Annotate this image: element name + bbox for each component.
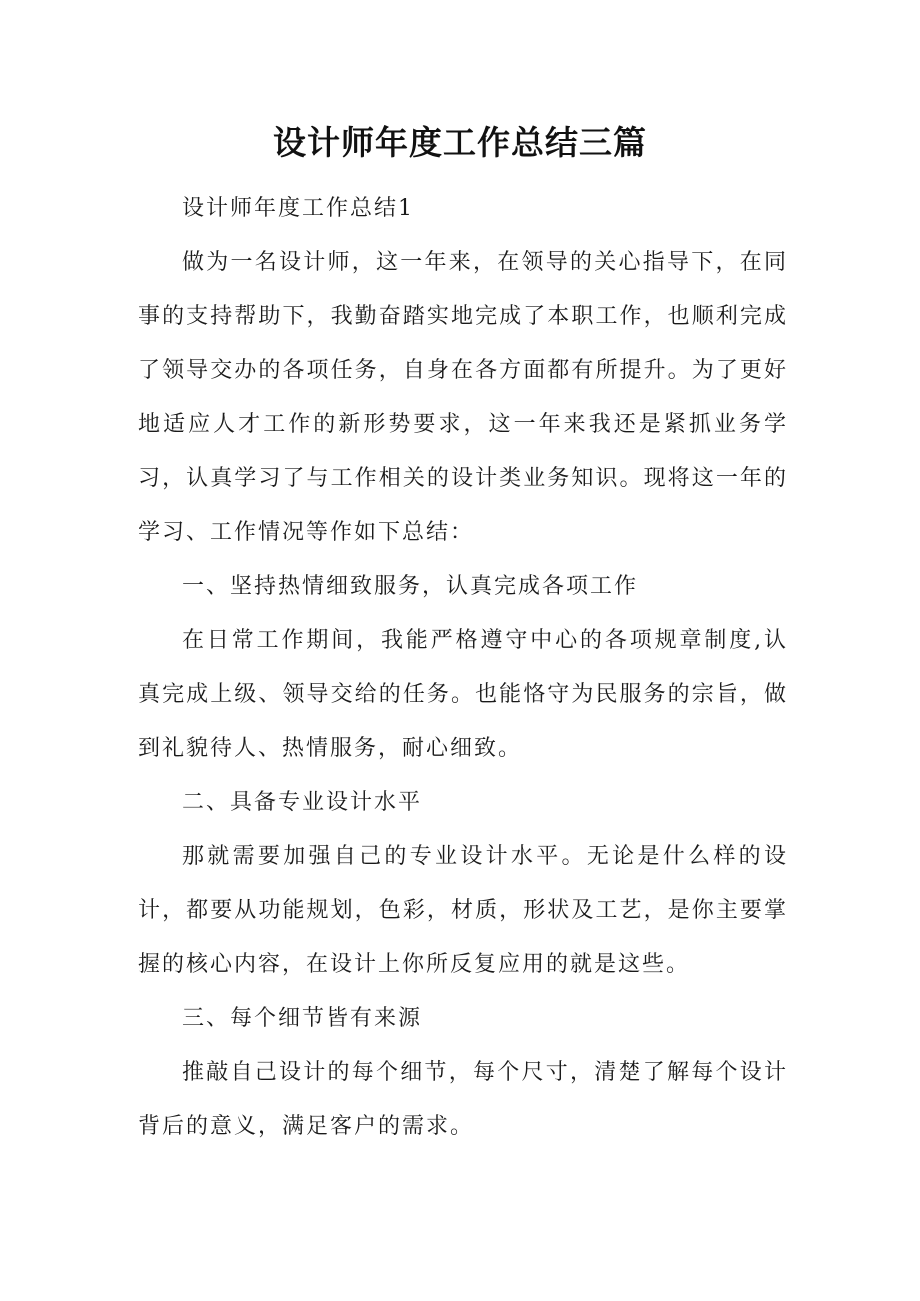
section-heading: 二、具备专业设计水平 — [182, 790, 423, 815]
body-paragraph: 那就需要加强自己的专业设计水平。无论是什么样的设计，都要从功能规划，色彩，材质，形状及工艺，是你主要掌握的核心内容，在设计上你所反复应用的就是这些。 — [138, 844, 788, 977]
section-heading: 设计师年度工作总结1 — [182, 196, 414, 221]
section-heading: 三、每个细节皆有来源 — [182, 1006, 423, 1031]
section-heading: 一、坚持热情细致服务，认真完成各项工作 — [182, 574, 639, 599]
document-title: 设计师年度工作总结三篇 — [273, 123, 647, 162]
body-paragraph: 做为一名设计师，这一年来，在领导的关心指导下，在同事的支持帮助下，我勤奋踏实地完成了本职工作，也顺利完成了领导交办的各项任务，自身在各方面都有所提升。为了更好地适应人才工作的新形势要求，这一年来我还是紧抓业务学习，认真学习了与工作相关的设计类业务知识。现将这一年的学习、工作情况等作如下总结： — [138, 250, 788, 545]
document-body — [138, 182, 788, 1154]
body-paragraph: 推敲自己设计的每个细节，每个尺寸，清楚了解每个设计背后的意义，满足客户的需求。 — [138, 1060, 788, 1139]
body-paragraph: 在日常工作期间，我能严格遵守中心的各项规章制度,认真完成上级、领导交给的任务。也能恪守为民服务的宗旨，做到礼貌待人、热情服务，耐心细致。 — [138, 628, 788, 761]
